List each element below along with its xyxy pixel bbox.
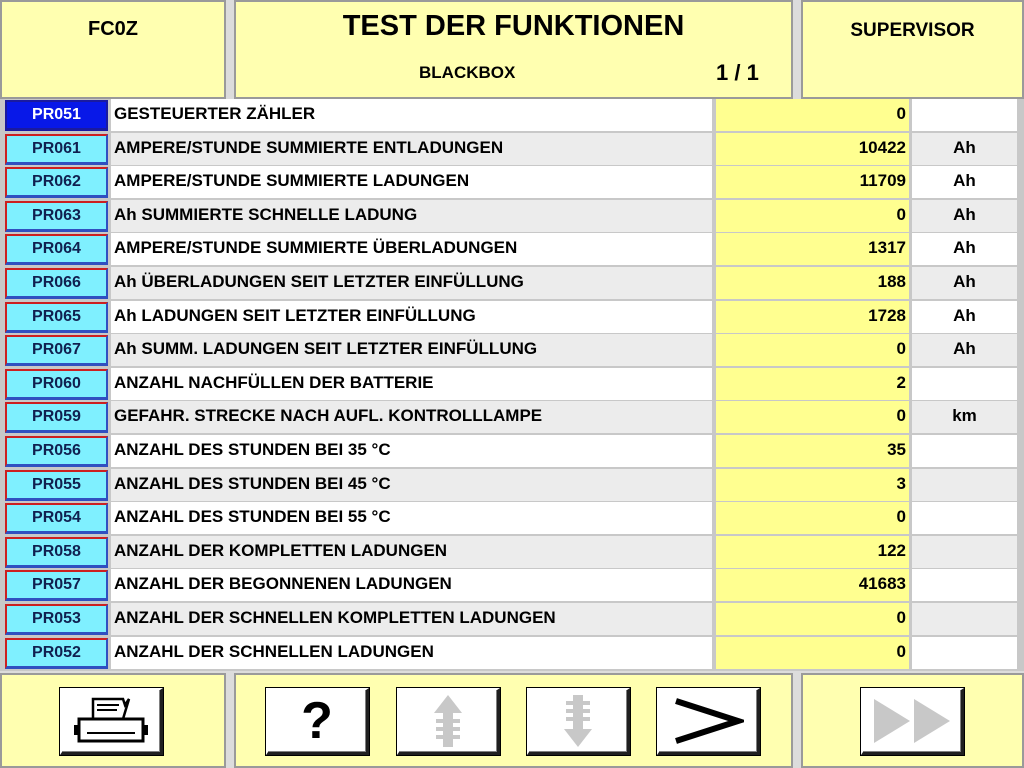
parameter-button-pr061[interactable]: PR061 <box>5 134 108 165</box>
table-row <box>0 401 1024 433</box>
parameter-value: 2 <box>716 368 909 400</box>
parameter-button-pr053[interactable]: PR053 <box>5 604 108 635</box>
parameter-unit: Ah <box>912 233 1017 265</box>
parameter-button-pr058[interactable]: PR058 <box>5 537 108 568</box>
scroll-up-button[interactable] <box>397 688 500 755</box>
parameter-button-pr051[interactable]: PR051 <box>5 100 108 131</box>
next-button[interactable] <box>657 688 760 755</box>
parameter-value: 0 <box>716 603 909 635</box>
parameter-value: 0 <box>716 637 909 669</box>
parameter-label: AMPERE/STUNDE SUMMIERTE LADUNGEN <box>111 166 712 198</box>
parameter-value: 41683 <box>716 569 909 601</box>
parameter-value: 10422 <box>716 133 909 165</box>
parameter-value: 3 <box>716 469 909 501</box>
parameter-label: ANZAHL DER SCHNELLEN LADUNGEN <box>111 637 712 669</box>
header-left-panel <box>0 0 226 99</box>
table-row <box>0 267 1024 299</box>
parameter-button-pr063[interactable]: PR063 <box>5 201 108 232</box>
parameter-value: 1317 <box>716 233 909 265</box>
parameter-value: 0 <box>716 401 909 433</box>
parameter-unit <box>912 99 1017 131</box>
table-row <box>0 233 1024 265</box>
parameter-value: 0 <box>716 334 909 366</box>
parameter-label: ANZAHL DES STUNDEN BEI 45 °C <box>111 469 712 501</box>
parameter-unit: Ah <box>912 267 1017 299</box>
parameter-unit: Ah <box>912 301 1017 333</box>
print-button[interactable] <box>60 688 163 755</box>
parameter-button-pr052[interactable]: PR052 <box>5 638 108 669</box>
parameter-unit <box>912 569 1017 601</box>
parameter-unit <box>912 502 1017 534</box>
parameter-button-pr055[interactable]: PR055 <box>5 470 108 501</box>
table-row <box>0 435 1024 467</box>
table-row <box>0 603 1024 635</box>
table-row <box>0 469 1024 501</box>
parameter-button-pr062[interactable]: PR062 <box>5 167 108 198</box>
table-row <box>0 536 1024 568</box>
parameter-label: ANZAHL DES STUNDEN BEI 55 °C <box>111 502 712 534</box>
parameter-value: 0 <box>716 99 909 131</box>
parameter-label: GESTEUERTER ZÄHLER <box>111 99 712 131</box>
parameter-unit: Ah <box>912 166 1017 198</box>
footer-right-panel <box>801 673 1024 768</box>
parameter-label: Ah LADUNGEN SEIT LETZTER EINFÜLLUNG <box>111 301 712 333</box>
parameter-label: Ah ÜBERLADUNGEN SEIT LETZTER EINFÜLLUNG <box>111 267 712 299</box>
parameter-label: ANZAHL DER SCHNELLEN KOMPLETTEN LADUNGEN <box>111 603 712 635</box>
parameter-value: 11709 <box>716 166 909 198</box>
parameter-value: 1728 <box>716 301 909 333</box>
page-indicator: 1 / 1 <box>716 60 759 85</box>
parameter-unit <box>912 536 1017 568</box>
parameter-label: ANZAHL DES STUNDEN BEI 35 °C <box>111 435 712 467</box>
parameter-label: Ah SUMM. LADUNGEN SEIT LETZTER EINFÜLLUNG <box>111 334 712 366</box>
fast-forward-button[interactable] <box>861 688 964 755</box>
parameter-label: GEFAHR. STRECKE NACH AUFL. KONTROLLLAMPE <box>111 401 712 433</box>
footer-left-panel <box>0 673 226 768</box>
parameter-value: 122 <box>716 536 909 568</box>
parameter-button-pr067[interactable]: PR067 <box>5 335 108 366</box>
scroll-down-button[interactable] <box>527 688 630 755</box>
page-title: TEST DER FUNKTIONEN <box>342 10 685 42</box>
parameter-label: Ah SUMMIERTE SCHNELLE LADUNG <box>111 200 712 232</box>
help-icon: ? <box>301 692 333 750</box>
parameter-value: 0 <box>716 200 909 232</box>
header-right-panel <box>801 0 1024 99</box>
parameter-label: AMPERE/STUNDE SUMMIERTE ÜBERLADUNGEN <box>111 233 712 265</box>
parameter-unit: Ah <box>912 133 1017 165</box>
parameter-value: 188 <box>716 267 909 299</box>
parameter-button-pr059[interactable]: PR059 <box>5 402 108 433</box>
table-row <box>0 569 1024 601</box>
table-row <box>0 166 1024 198</box>
table-row <box>0 200 1024 232</box>
parameter-button-pr054[interactable]: PR054 <box>5 503 108 534</box>
parameter-unit <box>912 637 1017 669</box>
table-row <box>0 99 1024 131</box>
parameter-label: ANZAHL DER BEGONNENEN LADUNGEN <box>111 569 712 601</box>
printer-icon <box>71 695 151 747</box>
screen-code: FC0Z <box>88 18 138 40</box>
parameter-button-pr065[interactable]: PR065 <box>5 302 108 333</box>
parameter-unit: Ah <box>912 334 1017 366</box>
parameter-label: AMPERE/STUNDE SUMMIERTE ENTLADUNGEN <box>111 133 712 165</box>
parameter-label: ANZAHL DER KOMPLETTEN LADUNGEN <box>111 536 712 568</box>
help-button[interactable] <box>266 688 369 755</box>
parameter-button-pr064[interactable]: PR064 <box>5 234 108 265</box>
parameter-value: 0 <box>716 502 909 534</box>
parameter-button-pr060[interactable]: PR060 <box>5 369 108 400</box>
parameter-label: ANZAHL NACHFÜLLEN DER BATTERIE <box>111 368 712 400</box>
chevron-right-icon <box>672 695 744 747</box>
table-row <box>0 637 1024 669</box>
user-role: SUPERVISOR <box>850 20 975 41</box>
parameter-unit: km <box>912 401 1017 433</box>
parameter-unit <box>912 435 1017 467</box>
parameter-button-pr057[interactable]: PR057 <box>5 570 108 601</box>
parameter-table <box>0 99 1024 671</box>
footer-center-panel <box>234 673 793 768</box>
table-row <box>0 502 1024 534</box>
table-row <box>0 301 1024 333</box>
parameter-value: 35 <box>716 435 909 467</box>
header-center-panel <box>234 0 793 99</box>
parameter-unit <box>912 603 1017 635</box>
table-row <box>0 368 1024 400</box>
arrow-up-icon <box>428 693 468 749</box>
table-row <box>0 334 1024 366</box>
parameter-unit: Ah <box>912 200 1017 232</box>
parameter-unit <box>912 368 1017 400</box>
parameter-button-pr066[interactable]: PR066 <box>5 268 108 299</box>
parameter-unit <box>912 469 1017 501</box>
fast-forward-icon <box>870 695 954 747</box>
parameter-button-pr056[interactable]: PR056 <box>5 436 108 467</box>
page-subtitle: BLACKBOX <box>419 63 516 82</box>
table-row <box>0 133 1024 165</box>
arrow-down-icon <box>558 693 598 749</box>
